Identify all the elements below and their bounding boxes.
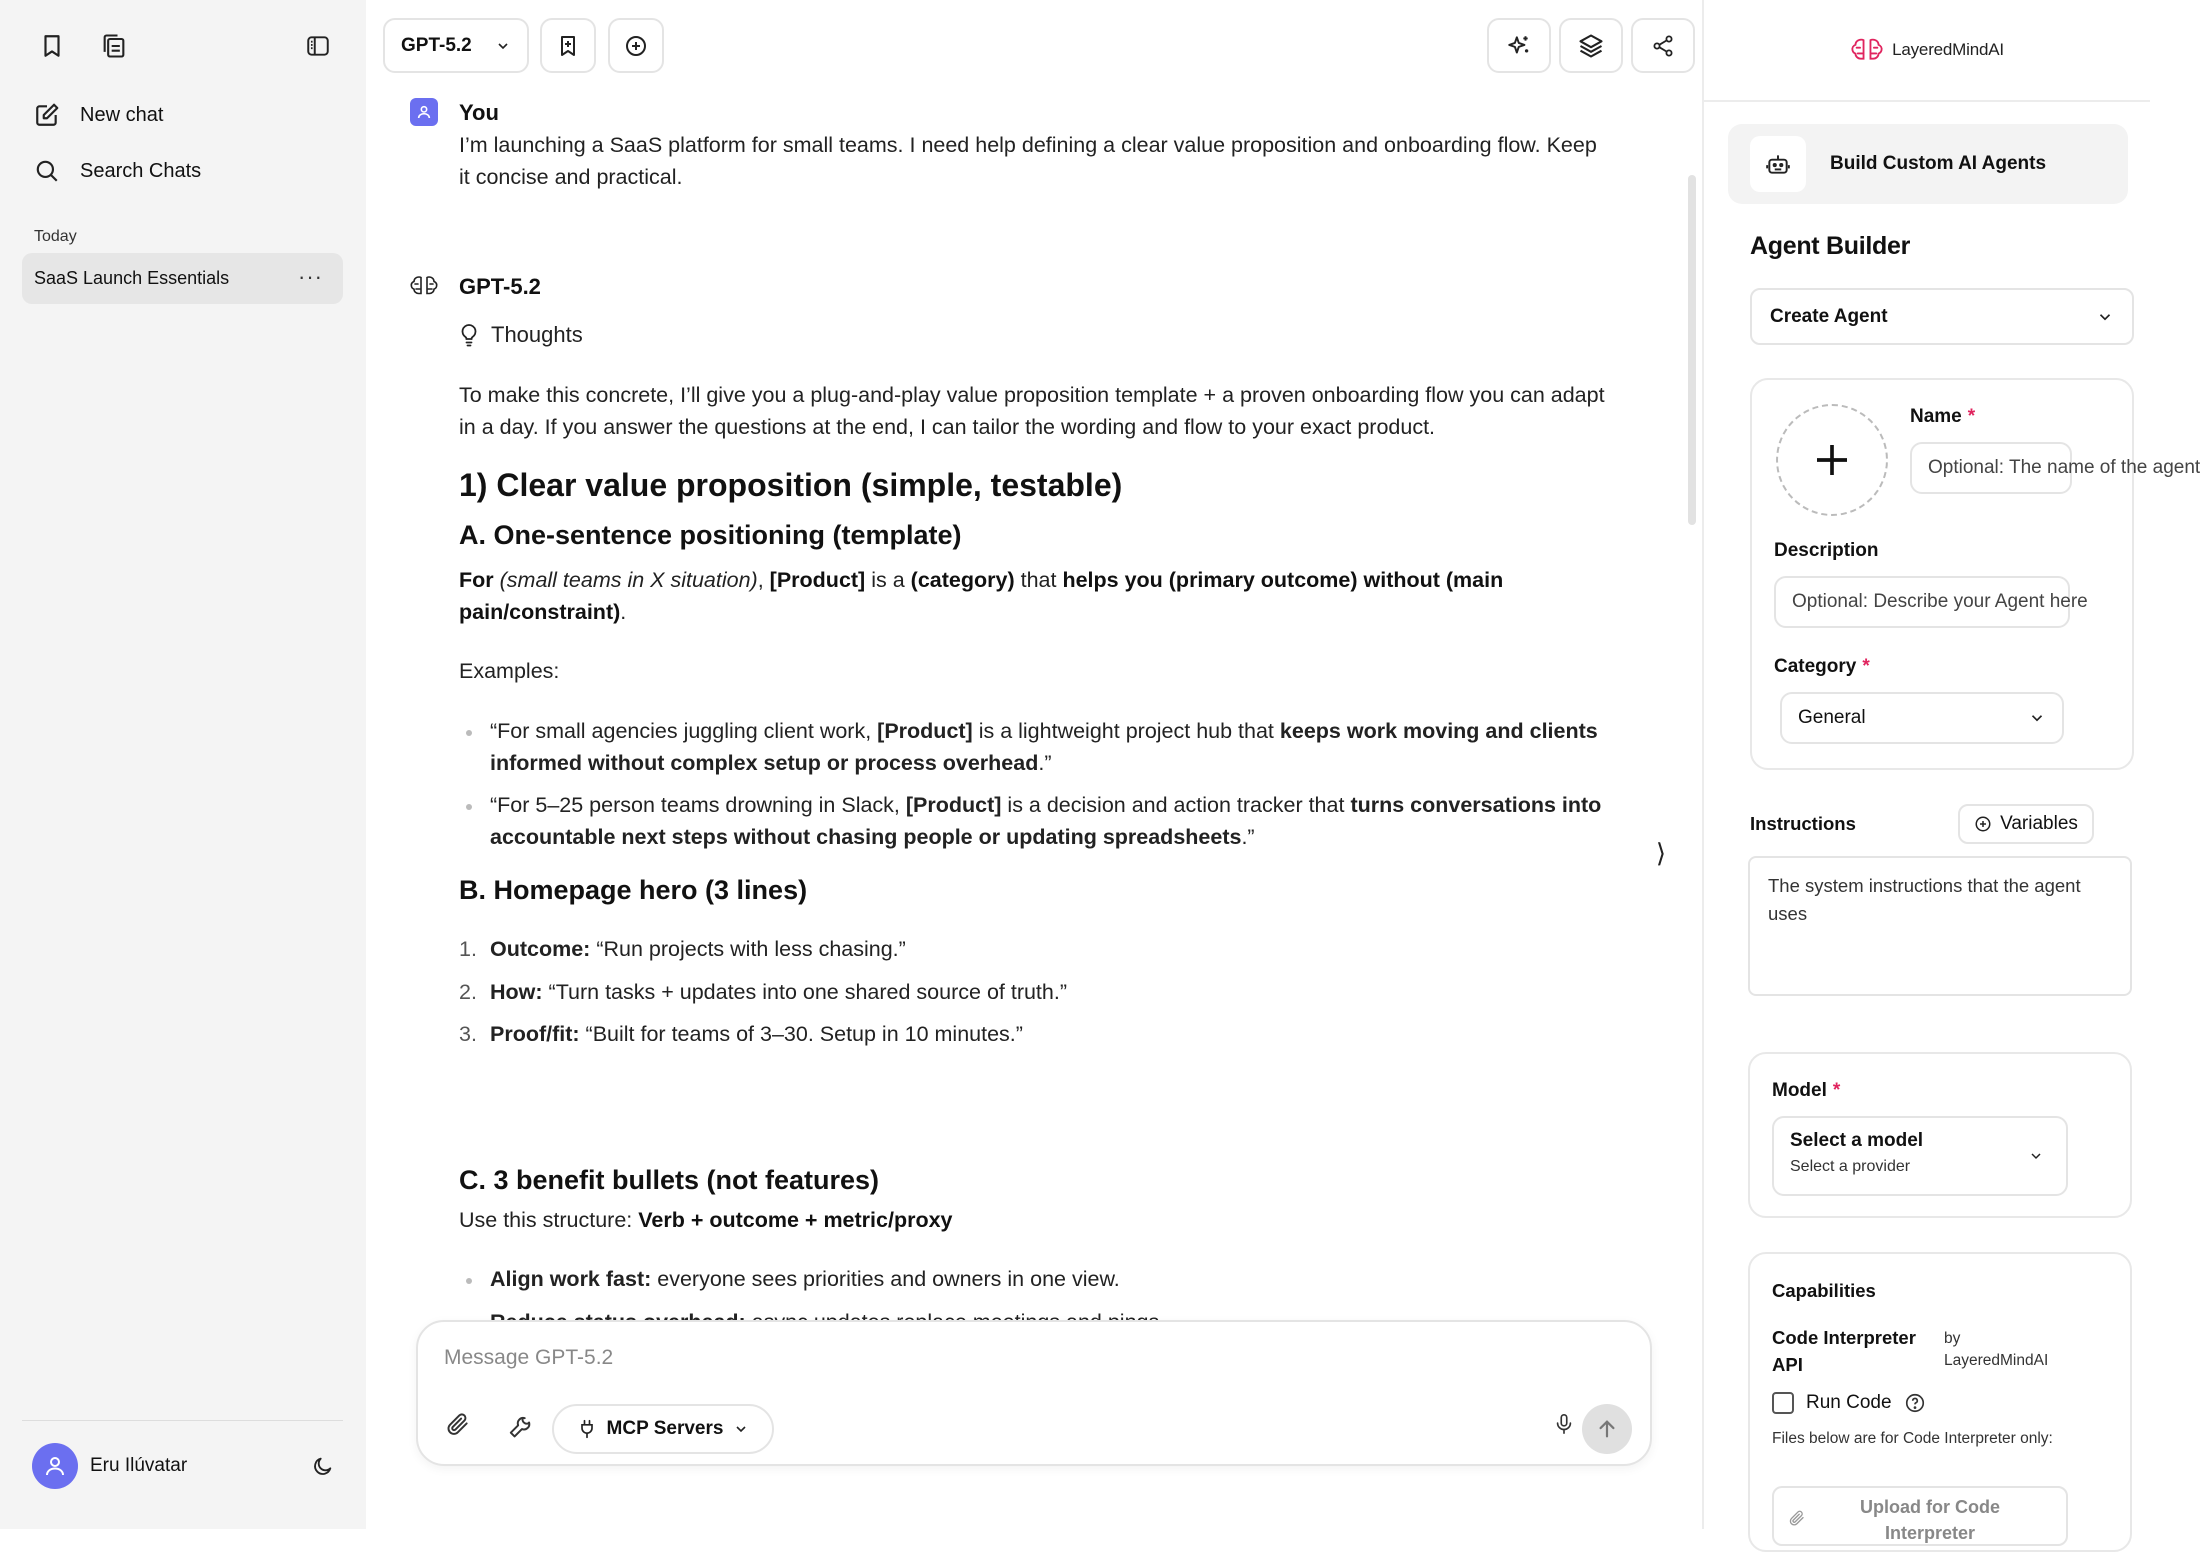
capabilities-card — [1748, 1252, 2132, 1552]
chat-options-icon[interactable]: ··· — [298, 264, 323, 289]
toggle-sidebar-icon[interactable] — [296, 24, 340, 68]
ex2-mid: is a decision and action tracker that — [1007, 793, 1345, 817]
chevron-down-icon — [2028, 709, 2046, 727]
plus-circle-icon — [1974, 815, 1992, 833]
upload-code-button[interactable] — [1772, 1486, 2068, 1546]
chevron-down-icon — [495, 38, 511, 54]
lightbulb-icon — [459, 323, 479, 347]
run-code-checkbox[interactable] — [1772, 1392, 1794, 1414]
chevron-down-icon — [733, 1421, 749, 1437]
conversation — [366, 90, 1702, 1310]
search-chats-button[interactable] — [34, 148, 334, 194]
message-input[interactable] — [444, 1346, 1604, 1370]
arrow-up-icon — [1596, 1418, 1618, 1440]
ex2-product: [Product] — [905, 793, 1002, 817]
brain-icon — [410, 272, 438, 300]
hero-num: 1. — [459, 937, 477, 961]
by-vendor — [1944, 1328, 2048, 1372]
benefit-label: Align work fast: — [490, 1267, 652, 1291]
variables-button[interactable] — [1958, 804, 2094, 844]
structure-bold: Verb + outcome + metric/proxy — [638, 1208, 953, 1232]
run-code-row — [1772, 1392, 1926, 1414]
model-select-sub: Select a provider — [1790, 1158, 1911, 1175]
avatar-upload-button[interactable] — [1776, 404, 1888, 516]
brain-logo-icon — [1850, 35, 1884, 65]
files-icon[interactable] — [92, 24, 136, 68]
run-code-label: Run Code — [1806, 1392, 1892, 1413]
structure-line — [459, 1205, 1609, 1237]
description-input[interactable]: Optional: Describe your Agent here — [1774, 576, 2070, 628]
paperclip-icon — [1788, 1508, 1806, 1528]
chevron-down-icon — [2096, 308, 2114, 326]
hero-text: “Built for teams of 3–30. Setup in 10 minutes.” — [585, 1022, 1023, 1046]
thoughts-toggle[interactable] — [459, 322, 583, 348]
list-item — [459, 1019, 1609, 1062]
agent-builder-title: Agent Builder — [1750, 232, 1910, 260]
assistant-author: GPT-5.2 — [459, 274, 541, 299]
structure-pre: Use this structure: — [459, 1208, 633, 1232]
list-item — [459, 790, 1609, 853]
tpl-product: [Product] — [769, 568, 866, 592]
instructions-label: Instructions — [1750, 813, 1856, 834]
hero-label: How: — [490, 979, 543, 1004]
model-select-title: Select a model — [1790, 1130, 1924, 1151]
heading-positioning: A. One-sentence positioning (template) — [459, 520, 962, 550]
bookmark-plus-icon — [556, 33, 580, 59]
share-icon — [1651, 34, 1675, 58]
attach-icon[interactable] — [438, 1404, 478, 1444]
name-label-text: Name — [1910, 406, 1962, 427]
description-label: Description — [1774, 540, 1879, 561]
create-agent-label: Create Agent — [1770, 305, 1888, 327]
chat-title: SaaS Launch Essentials — [34, 268, 230, 288]
robot-icon — [1750, 136, 1806, 192]
ex1-end: .” — [1038, 750, 1052, 775]
examples-list — [459, 716, 1609, 853]
mcp-servers-dropdown[interactable] — [552, 1404, 774, 1454]
category-label-text: Category — [1774, 656, 1857, 677]
chat-list-item[interactable] — [22, 253, 343, 304]
ex1-product: [Product] — [877, 719, 973, 743]
avatar — [32, 1443, 78, 1489]
new-chat-label: New chat — [80, 103, 164, 126]
category-select[interactable] — [1780, 692, 2064, 744]
sparkles-icon — [1506, 33, 1532, 59]
search-chats-label: Search Chats — [80, 159, 202, 182]
layers-icon — [1577, 32, 1605, 60]
brand-name: LayeredMindAI — [1892, 40, 2004, 59]
magic-button[interactable] — [1487, 18, 1551, 73]
required-mark: * — [1967, 406, 1976, 427]
tpl-outcome: helps you (primary outcome) without (main pain/constraint) — [459, 568, 1504, 624]
instructions-textarea[interactable]: The system instructions that the agent uses — [1748, 856, 2132, 996]
list-item — [459, 977, 1609, 1020]
tpl-end: . — [620, 599, 627, 624]
thoughts-label: Thoughts — [491, 322, 583, 347]
ex1-pre: “For small agencies juggling client work, — [490, 719, 872, 743]
user-name: Eru Ilúvatar — [90, 1455, 188, 1476]
hero-label: Outcome: — [490, 937, 591, 961]
build-agents-button[interactable] — [1728, 124, 2128, 204]
hero-label: Proof/fit: — [490, 1022, 580, 1046]
tpl-is-a: is a — [871, 568, 905, 592]
chevron-down-icon — [2028, 1148, 2044, 1164]
ex2-bold: turns conversations into accountable next steps without chasing people or updating spreadsheets — [490, 793, 1602, 849]
heading-value-prop: 1) Clear value proposition (simple, testable) — [459, 467, 1123, 503]
capabilities-title: Capabilities — [1772, 1280, 1876, 1301]
build-agents-label: Build Custom AI Agents — [1830, 153, 2047, 174]
benefit-text: everyone sees priorities and owners in one view. — [657, 1267, 1120, 1291]
user-avatar-icon — [410, 98, 438, 126]
ex1-bold: keeps work moving and clients informed without complex setup or process overhead — [490, 719, 1598, 775]
search-icon — [34, 158, 60, 184]
list-item — [459, 1264, 1609, 1296]
hero-text: “Turn tasks + updates into one shared source of truth.” — [548, 979, 1067, 1004]
bookmark-add-button[interactable] — [540, 18, 596, 73]
wrench-icon[interactable] — [500, 1404, 540, 1444]
model-selector[interactable] — [383, 18, 529, 73]
model-select[interactable] — [1772, 1116, 2068, 1196]
model-label: GPT-5.2 — [401, 34, 472, 56]
vendor-text: LayeredMindAI — [1944, 1352, 2049, 1369]
name-input[interactable]: Optional: The name of the agent — [1910, 442, 2072, 494]
hero-list — [459, 934, 1609, 1062]
by-text: by — [1944, 1330, 1961, 1347]
hero-num: 3. — [459, 1022, 477, 1046]
panel-toggle-caret[interactable]: ⟩ — [1655, 838, 1666, 868]
ex1-mid: is a lightweight project hub that — [978, 719, 1274, 743]
mcp-label: MCP Servers — [606, 1418, 724, 1439]
new-chat-button[interactable] — [34, 92, 334, 138]
files-note: Files below are for Code Interpreter only: — [1772, 1430, 2053, 1447]
user-message: I’m launching a SaaS platform for small teams. I need help defining a clear value proposition and onboarding flow. Keep it concise and practical. — [459, 133, 1597, 189]
agent-details-card — [1750, 378, 2200, 770]
list-item — [459, 934, 1609, 977]
create-agent-select[interactable] — [1750, 288, 2134, 345]
intro-paragraph: To make this concrete, I’ll give you a plug-and-play value proposition template + a proven onboarding flow you can adapt in a day. If you answer the questions at the end, I can tailor the wording and flow to your exact product. — [459, 383, 1605, 439]
ex2-end: .” — [1241, 824, 1255, 849]
chat-main — [366, 0, 1702, 1529]
layers-button[interactable] — [1559, 18, 1623, 73]
user-icon — [43, 1454, 67, 1478]
hero-text: “Run projects with less chasing.” — [596, 937, 906, 961]
required-mark: * — [1832, 1080, 1841, 1101]
sidebar — [0, 0, 366, 1529]
hero-num: 2. — [459, 979, 477, 1004]
bookmarks-icon[interactable] — [30, 24, 74, 68]
tpl-category: (category) — [910, 568, 1015, 592]
heading-hero: B. Homepage hero (3 lines) — [459, 875, 808, 905]
plug-icon — [577, 1418, 597, 1440]
model-card — [1748, 1052, 2132, 1218]
code-interpreter-label: Code Interpreter API — [1772, 1327, 1916, 1375]
sidebar-divider — [22, 1420, 343, 1421]
model-label — [1772, 1080, 1840, 1102]
new-conversation-button[interactable] — [608, 18, 664, 73]
tpl-that: that — [1020, 568, 1057, 592]
edit-icon — [34, 102, 60, 128]
tpl-situation: (small teams in X situation) — [499, 568, 758, 592]
list-item — [459, 716, 1609, 779]
scrollbar[interactable] — [1688, 175, 1696, 525]
ex2-pre: “For 5–25 person teams drowning in Slack, — [490, 793, 900, 817]
help-icon[interactable] — [1904, 1392, 1926, 1414]
model-label-text: Model — [1772, 1080, 1827, 1101]
plus-circle-icon — [624, 34, 648, 58]
category-label — [1774, 656, 1870, 678]
send-button[interactable] — [1582, 1404, 1632, 1454]
examples-label: Examples: — [459, 659, 560, 683]
moon-icon[interactable] — [304, 1447, 342, 1485]
microphone-icon[interactable] — [1544, 1404, 1584, 1444]
name-label — [1910, 406, 1975, 428]
message-composer — [416, 1320, 1652, 1466]
panel-header — [1704, 0, 2150, 102]
plus-icon — [1812, 440, 1852, 480]
share-button[interactable] — [1631, 18, 1695, 73]
positioning-template: For (small teams in X situation), [Product] is a (category) that helps you (primary outcome) without (main pain/constraint). — [459, 568, 1504, 624]
variables-label: Variables — [2000, 813, 2078, 834]
upload-label: Upload for Code Interpreter — [1860, 1497, 2000, 1543]
heading-benefits: C. 3 benefit bullets (not features) — [459, 1165, 880, 1195]
required-mark: * — [1862, 656, 1870, 677]
today-label: Today — [34, 228, 77, 245]
user-author: You — [459, 100, 499, 125]
category-value: General — [1798, 707, 1866, 728]
tpl-for: For — [459, 568, 494, 592]
user-account-button[interactable] — [32, 1443, 342, 1489]
